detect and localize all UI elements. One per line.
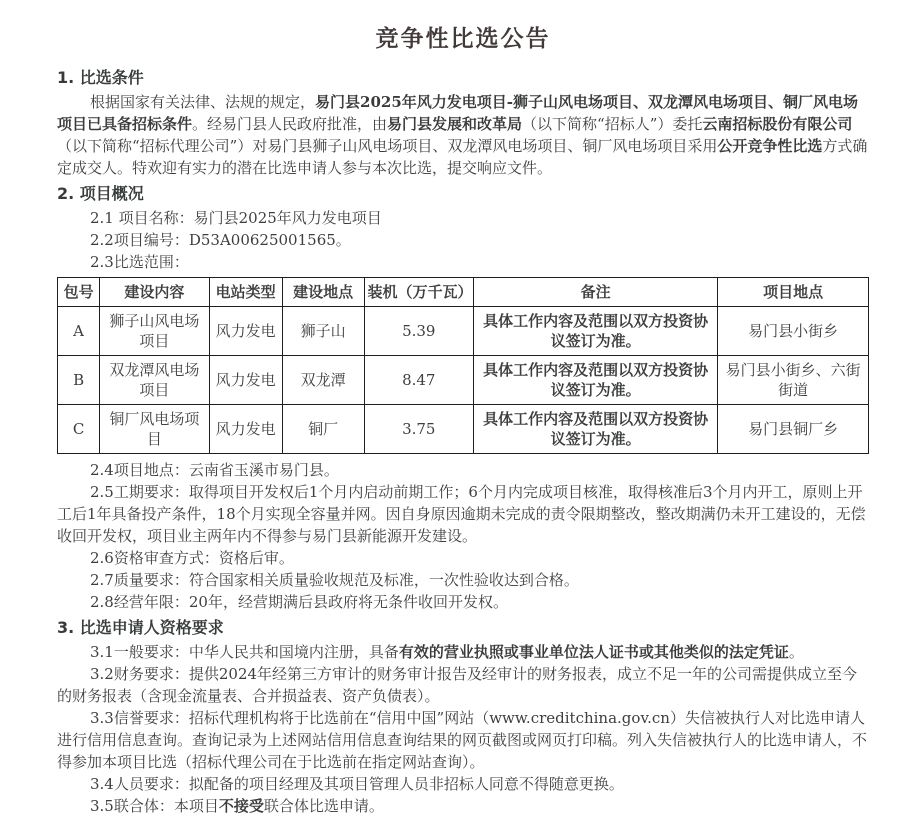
table-row-b: [58, 356, 869, 405]
text-run: 根据国家有关法律、法规的规定，: [90, 93, 316, 111]
item-consortium: [57, 795, 869, 817]
cell-remark: 具体工作内容及范围以双方投资协议签订为准。: [474, 405, 718, 454]
cell-build-site: 双龙潭: [282, 356, 364, 405]
column-header-remark: 备注: [474, 278, 718, 307]
item-qualification-review: 2.6资格审查方式：资格后审。: [90, 549, 294, 567]
table-row-a: [58, 307, 869, 356]
column-header-package: 包号: [58, 278, 100, 307]
cell-capacity: 5.39: [364, 307, 473, 356]
text-run: 。经易门县人民政府批准，由: [192, 115, 388, 133]
item-project-name: 2.1 项目名称：易门县2025年风力发电项目: [90, 209, 382, 227]
text-run: （以下简称“招标人”）委托: [522, 115, 703, 133]
column-header-content: 建设内容: [100, 278, 209, 307]
text-run: 方式确定成交人。特欢迎有实力的潜在比选申请人参与本次比选，提交响应文件。: [57, 137, 868, 177]
text-run: 有效的营业执照或事业单位法人证书或其他类似的法定凭证: [398, 643, 789, 661]
item-operation-period: 2.8经营年限：20年，经营期满后县政府将无条件收回开发权。: [90, 593, 508, 611]
text-run: 3.1一般要求：中华人民共和国境内注册，具备: [90, 643, 399, 661]
cell-build-site: 铜厂: [282, 405, 364, 454]
item-schedule-requirement: 2.5工期要求：取得项目开发权后1个月内启动前期工作；6个月内完成项目核准，取得核准后3个月内开工，原则上开工后1年具备投产条件，18个月实现全容量并网。因自身原因逾期未完成的责令限期整改，整改期满仍未开工建设的，无偿收回开发权，项目业主两年内不得参与易门县新能源开发建设。: [57, 483, 866, 545]
cell-content: 双龙潭风电场项目: [100, 356, 209, 405]
cell-project-location: 易门县铜厂乡: [718, 405, 869, 454]
cell-package: A: [58, 307, 100, 356]
item-personnel-requirement: 3.4人员要求：拟配备的项目经理及其项目管理人员非招标人同意不得随意更换。: [90, 775, 624, 793]
text-run: 。: [788, 643, 804, 661]
text-run: 3.5联合体：本项目: [90, 797, 219, 815]
column-header-project-location: 项目地点: [718, 278, 869, 307]
cell-remark: 具体工作内容及范围以双方投资协议签订为准。: [474, 307, 718, 356]
cell-project-location: 易门县小街乡: [718, 307, 869, 356]
cell-project-location: 易门县小街乡、六街街道: [718, 356, 869, 405]
cell-build-site: 狮子山: [282, 307, 364, 356]
cell-remark: 具体工作内容及范围以双方投资协议签订为准。: [474, 356, 718, 405]
item-selection-scope: 2.3比选范围：: [90, 253, 189, 271]
cell-station-type: 风力发电: [209, 307, 282, 356]
section-1-heading: 1. 比选条件: [57, 68, 144, 87]
section-2-heading: 2. 项目概况: [57, 184, 144, 203]
cell-capacity: 3.75: [364, 405, 473, 454]
text-run: 联合体比选申请。: [263, 797, 384, 815]
table-row-c: [58, 405, 869, 454]
item-credit-requirement: 3.3信誉要求：招标代理机构将于比选前在“信用中国”网站（www.creditchina.gov.cn）失信被执行人对比选申请人进行信用信息查询。查询记录为上述网站信用信息查询结果的网页截图或网页打印稿。列入失信被执行人的比选申请人，不得参加本项目比选（招标代理公司在于比选前在指定网站查询）。: [57, 709, 868, 771]
conditions-paragraph: [57, 91, 869, 179]
item-general-requirement: [57, 641, 869, 663]
cell-content: 狮子山风电场项目: [100, 307, 209, 356]
document-title: 竞争性比选公告: [375, 25, 551, 52]
item-project-location: 2.4项目地点：云南省玉溪市易门县。: [90, 461, 339, 479]
item-project-number: 2.2项目编号：D53A00625001565。: [90, 231, 351, 249]
text-run: 不接受: [218, 797, 264, 815]
text-run: 易门县2025年风力发电项目-狮子山风电场项目、双龙潭风电场项目、铜厂风电场项目已具备招标条件: [57, 93, 858, 133]
text-run: 易门县发展和改革局: [387, 115, 523, 133]
cell-package: B: [58, 356, 100, 405]
cell-station-type: 风力发电: [209, 356, 282, 405]
cell-capacity: 8.47: [364, 356, 473, 405]
column-header-build-site: 建设地点: [282, 278, 364, 307]
text-run: 公开竞争性比选: [717, 137, 823, 155]
project-table: [57, 277, 869, 454]
item-quality-requirement: 2.7质量要求：符合国家相关质量验收规范及标准，一次性验收达到合格。: [90, 571, 579, 589]
item-financial-requirement: 3.2财务要求：提供2024年经第三方审计的财务审计报告及经审计的财务报表，成立不足一年的公司需提供成立至今的财务报表（含现金流量表、合并损益表、资产负债表）。: [57, 665, 858, 705]
column-header-capacity: 装机（万千瓦）: [364, 278, 473, 307]
text-run: 云南招标股份有限公司: [702, 115, 853, 133]
column-header-station-type: 电站类型: [209, 278, 282, 307]
cell-station-type: 风力发电: [209, 405, 282, 454]
table-header-row: [58, 278, 869, 307]
section-3-heading: 3. 比选申请人资格要求: [57, 618, 224, 637]
text-run: （以下简称“招标代理公司”）对易门县狮子山风电场项目、双龙潭风电场项目、铜厂风电场项目采用: [57, 137, 718, 155]
cell-content: 铜厂风电场项目: [100, 405, 209, 454]
cell-package: C: [58, 405, 100, 454]
